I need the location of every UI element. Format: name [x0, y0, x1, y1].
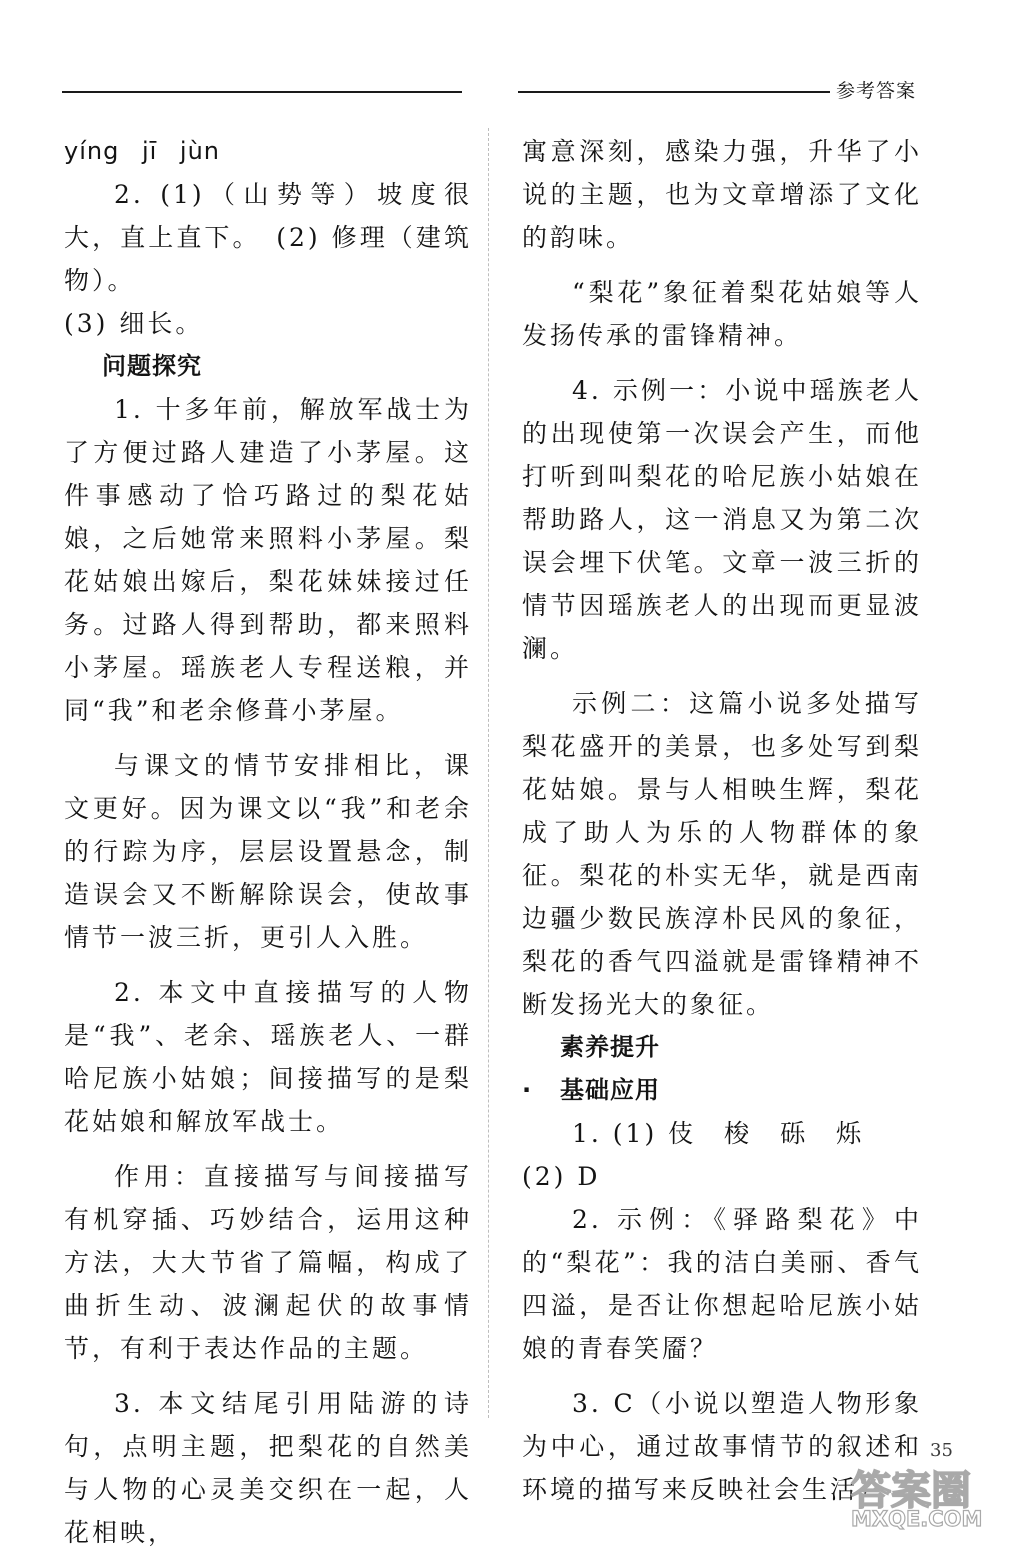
subsection-heading-basic: [522, 1069, 922, 1112]
watermark-url-text: MXQE.COM: [851, 1507, 983, 1531]
running-header: 参考答案: [836, 80, 917, 102]
column-divider: [488, 128, 489, 1418]
answer-q3-paragraph-2: “梨花”象征着梨花姑娘等人发扬传承的雷锋精神。: [522, 278, 922, 350]
answer-q1-paragraph-2: 与课文的情节安排相比，课文更好。因为课文以“我”和老余的行踪为序，层层设置悬念，制造误会又不断解除误会，使故事情节一波三折，更引人入胜。: [64, 751, 472, 952]
subsection-bullet: ·: [522, 1076, 533, 1104]
basic-answer-1-part-a: 1. (1) 伎 梭 砾 烁: [572, 1119, 865, 1148]
basic-answer-2: 2. 示例：《驿路梨花》中的“梨花”：我的洁白美丽、香气四溢，是否让你想起哈尼族小姑娘的青春笑靥？: [522, 1205, 922, 1363]
answer-q4-example-2: 示例二：这篇小说多处描写梨花盛开的美景，也多处写到梨花姑娘。景与人相映生辉，梨花成了助人为乐的人物群体的象征。梨花的朴实无华，就是西南边疆少数民族淳朴民风的象征，梨花的香气四溢就是雷锋精神不断发扬光大的象征。: [522, 689, 922, 1019]
answer-q3-paragraph-1: 3. 本文结尾引用陆游的诗句，点明主题，把梨花的自然美与人物的心灵美交织在一起，人花相映，: [64, 1389, 472, 1547]
subsection-heading-text: 基础应用: [560, 1076, 660, 1104]
answer-2-part-a: 2. (1)（山势等）坡度很大，直上直下。 (2) 修理（建筑物）。: [64, 180, 472, 295]
answer-2-part-b: (3) 细长。: [64, 309, 204, 338]
answer-q2-paragraph-1: 2. 本文中直接描写的人物是“我”、老余、瑶族老人、一群哈尼族小姑娘；间接描写的是梨花姑娘和解放军战士。: [64, 978, 472, 1136]
header-rule-right: [518, 91, 830, 93]
basic-answer-3: 3. C（小说以塑造人物形象为中心，通过故事情节的叙述和环境的描写来反映社会生活）: [522, 1389, 922, 1504]
section-heading-literacy: 素养提升: [560, 1033, 660, 1061]
answer-q3-continued: 寓意深刻，感染力强，升华了小说的主题，也为文章增添了文化的韵味。: [522, 137, 922, 252]
basic-answer-1-part-b: (2) D: [522, 1162, 601, 1191]
watermark-logo-text: 答案圈: [851, 1468, 971, 1514]
answer-q2-paragraph-2: 作用：直接描写与间接描写有机穿插、巧妙结合，运用这种方法，大大节省了篇幅，构成了曲折生动、波澜起伏的故事情节，有利于表达作品的主题。: [64, 1162, 472, 1363]
watermark-logo: [845, 1456, 1015, 1531]
page-number: 35: [930, 1440, 953, 1461]
answer-q4-example-1: 4. 示例一：小说中瑶族老人的出现使第一次误会产生，而他打听到叫梨花的哈尼族小姑娘在帮助路人，这一消息又为第二次误会埋下伏笔。文章一波三折的情节因瑶族老人的出现而更显波澜。: [522, 376, 922, 663]
section-heading-inquiry: 问题探究: [102, 352, 202, 380]
answer-q1-paragraph-1: 1. 十多年前，解放军战士为了方便过路人建造了小茅屋。这件事感动了恰巧路过的梨花姑娘，之后她常来照料小茅屋。梨花姑娘出嫁后，梨花妹妹接过任务。过路人得到帮助，都来照料小茅屋。瑶族老人专程送粮，并同“我”和老余修葺小茅屋。: [64, 395, 472, 725]
pinyin-answer: yíng jī jùn: [64, 137, 220, 165]
right-column: [522, 130, 922, 1511]
header-rule-left: [62, 91, 462, 93]
left-column: [64, 130, 472, 1554]
